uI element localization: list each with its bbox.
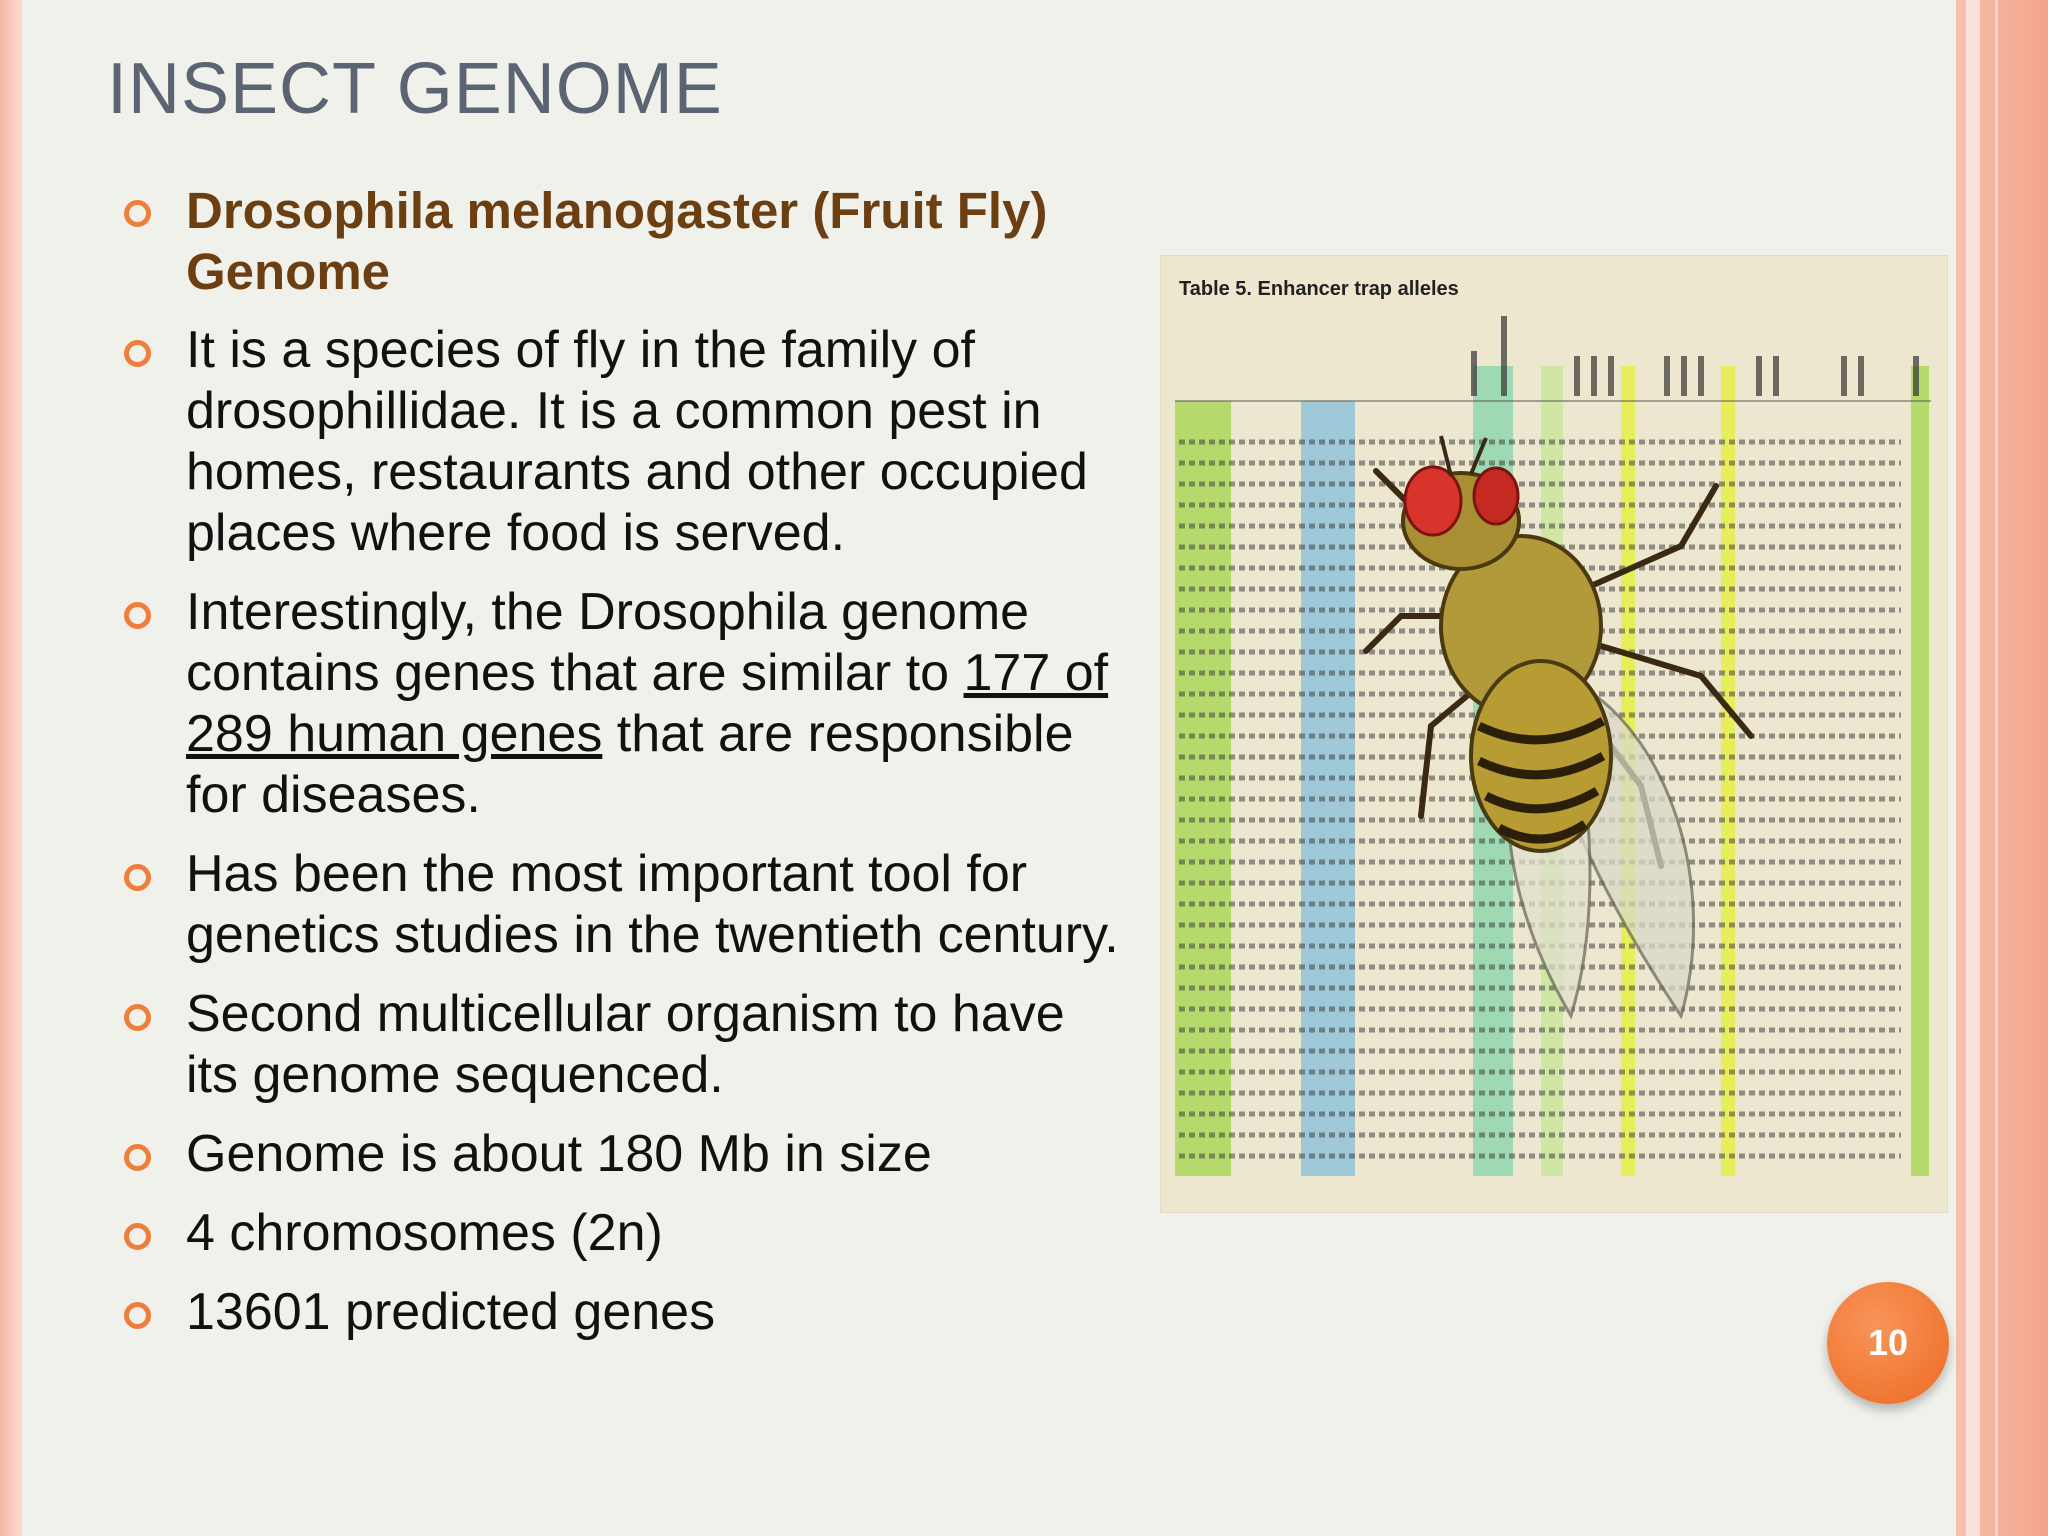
bullet-text: Second multicellular organism to have its genome sequenced. xyxy=(186,985,1065,1104)
blue-column xyxy=(1301,401,1355,1176)
right-border-decoration xyxy=(1956,0,1966,1536)
right-border-decoration xyxy=(1966,0,1980,1536)
bullet-text-pre: Interestingly, the Drosophila genome contains genes that are similar to xyxy=(186,583,1030,702)
circle-bullet-icon xyxy=(124,1144,151,1171)
fruit-fly-table-image xyxy=(1160,255,1948,1213)
bullet-item xyxy=(120,984,1130,1106)
bullet-text-post: that are responsible for diseases. xyxy=(186,705,1074,824)
circle-bullet-icon xyxy=(124,864,151,891)
bullet-list xyxy=(120,180,1130,1361)
circle-bullet-icon xyxy=(124,1004,151,1031)
circle-bullet-icon xyxy=(124,340,151,367)
bullet-item xyxy=(120,844,1130,966)
bullet-item xyxy=(120,1124,1130,1185)
bullet-item xyxy=(120,320,1130,564)
green-column xyxy=(1911,366,1929,1176)
bullet-item xyxy=(120,180,1130,302)
yellow-column xyxy=(1721,366,1735,1176)
circle-bullet-icon xyxy=(124,1302,151,1329)
right-border-line xyxy=(1995,0,1998,1536)
circle-bullet-icon xyxy=(124,1223,151,1250)
bullet-text: It is a species of fly in the family of drosophillidae. It is a common pest in homes, restaurants and other occupied places where food is served. xyxy=(186,321,1088,562)
circle-bullet-icon xyxy=(124,602,151,629)
bullet-text: Has been the most important tool for genetics studies in the twentieth century. xyxy=(186,845,1119,964)
circle-bullet-icon xyxy=(124,200,151,227)
green-column xyxy=(1175,401,1231,1176)
bullet-text: Drosophila melanogaster (Fruit Fly) Genome xyxy=(186,182,1048,300)
bullet-item xyxy=(120,1282,1130,1343)
bullet-text: Genome is about 180 Mb in size xyxy=(186,1125,932,1183)
bullet-item xyxy=(120,1203,1130,1264)
page-number-badge: 10 xyxy=(1827,1282,1949,1404)
slide-title: INSECT GENOME xyxy=(107,49,723,129)
bullet-text: 13601 predicted genes xyxy=(186,1283,716,1341)
left-border-decoration xyxy=(0,0,22,1536)
bullet-item xyxy=(120,582,1130,826)
table-title: Table 5. Enhancer trap alleles xyxy=(1179,278,1459,300)
bullet-text: 4 chromosomes (2n) xyxy=(186,1204,663,1262)
table-image-graphic xyxy=(1161,256,1947,1212)
rotated-headers xyxy=(1471,316,1919,396)
human-genes-link[interactable]: 177 of 289 human genes xyxy=(186,644,1109,763)
right-border-decoration xyxy=(1980,0,2048,1536)
